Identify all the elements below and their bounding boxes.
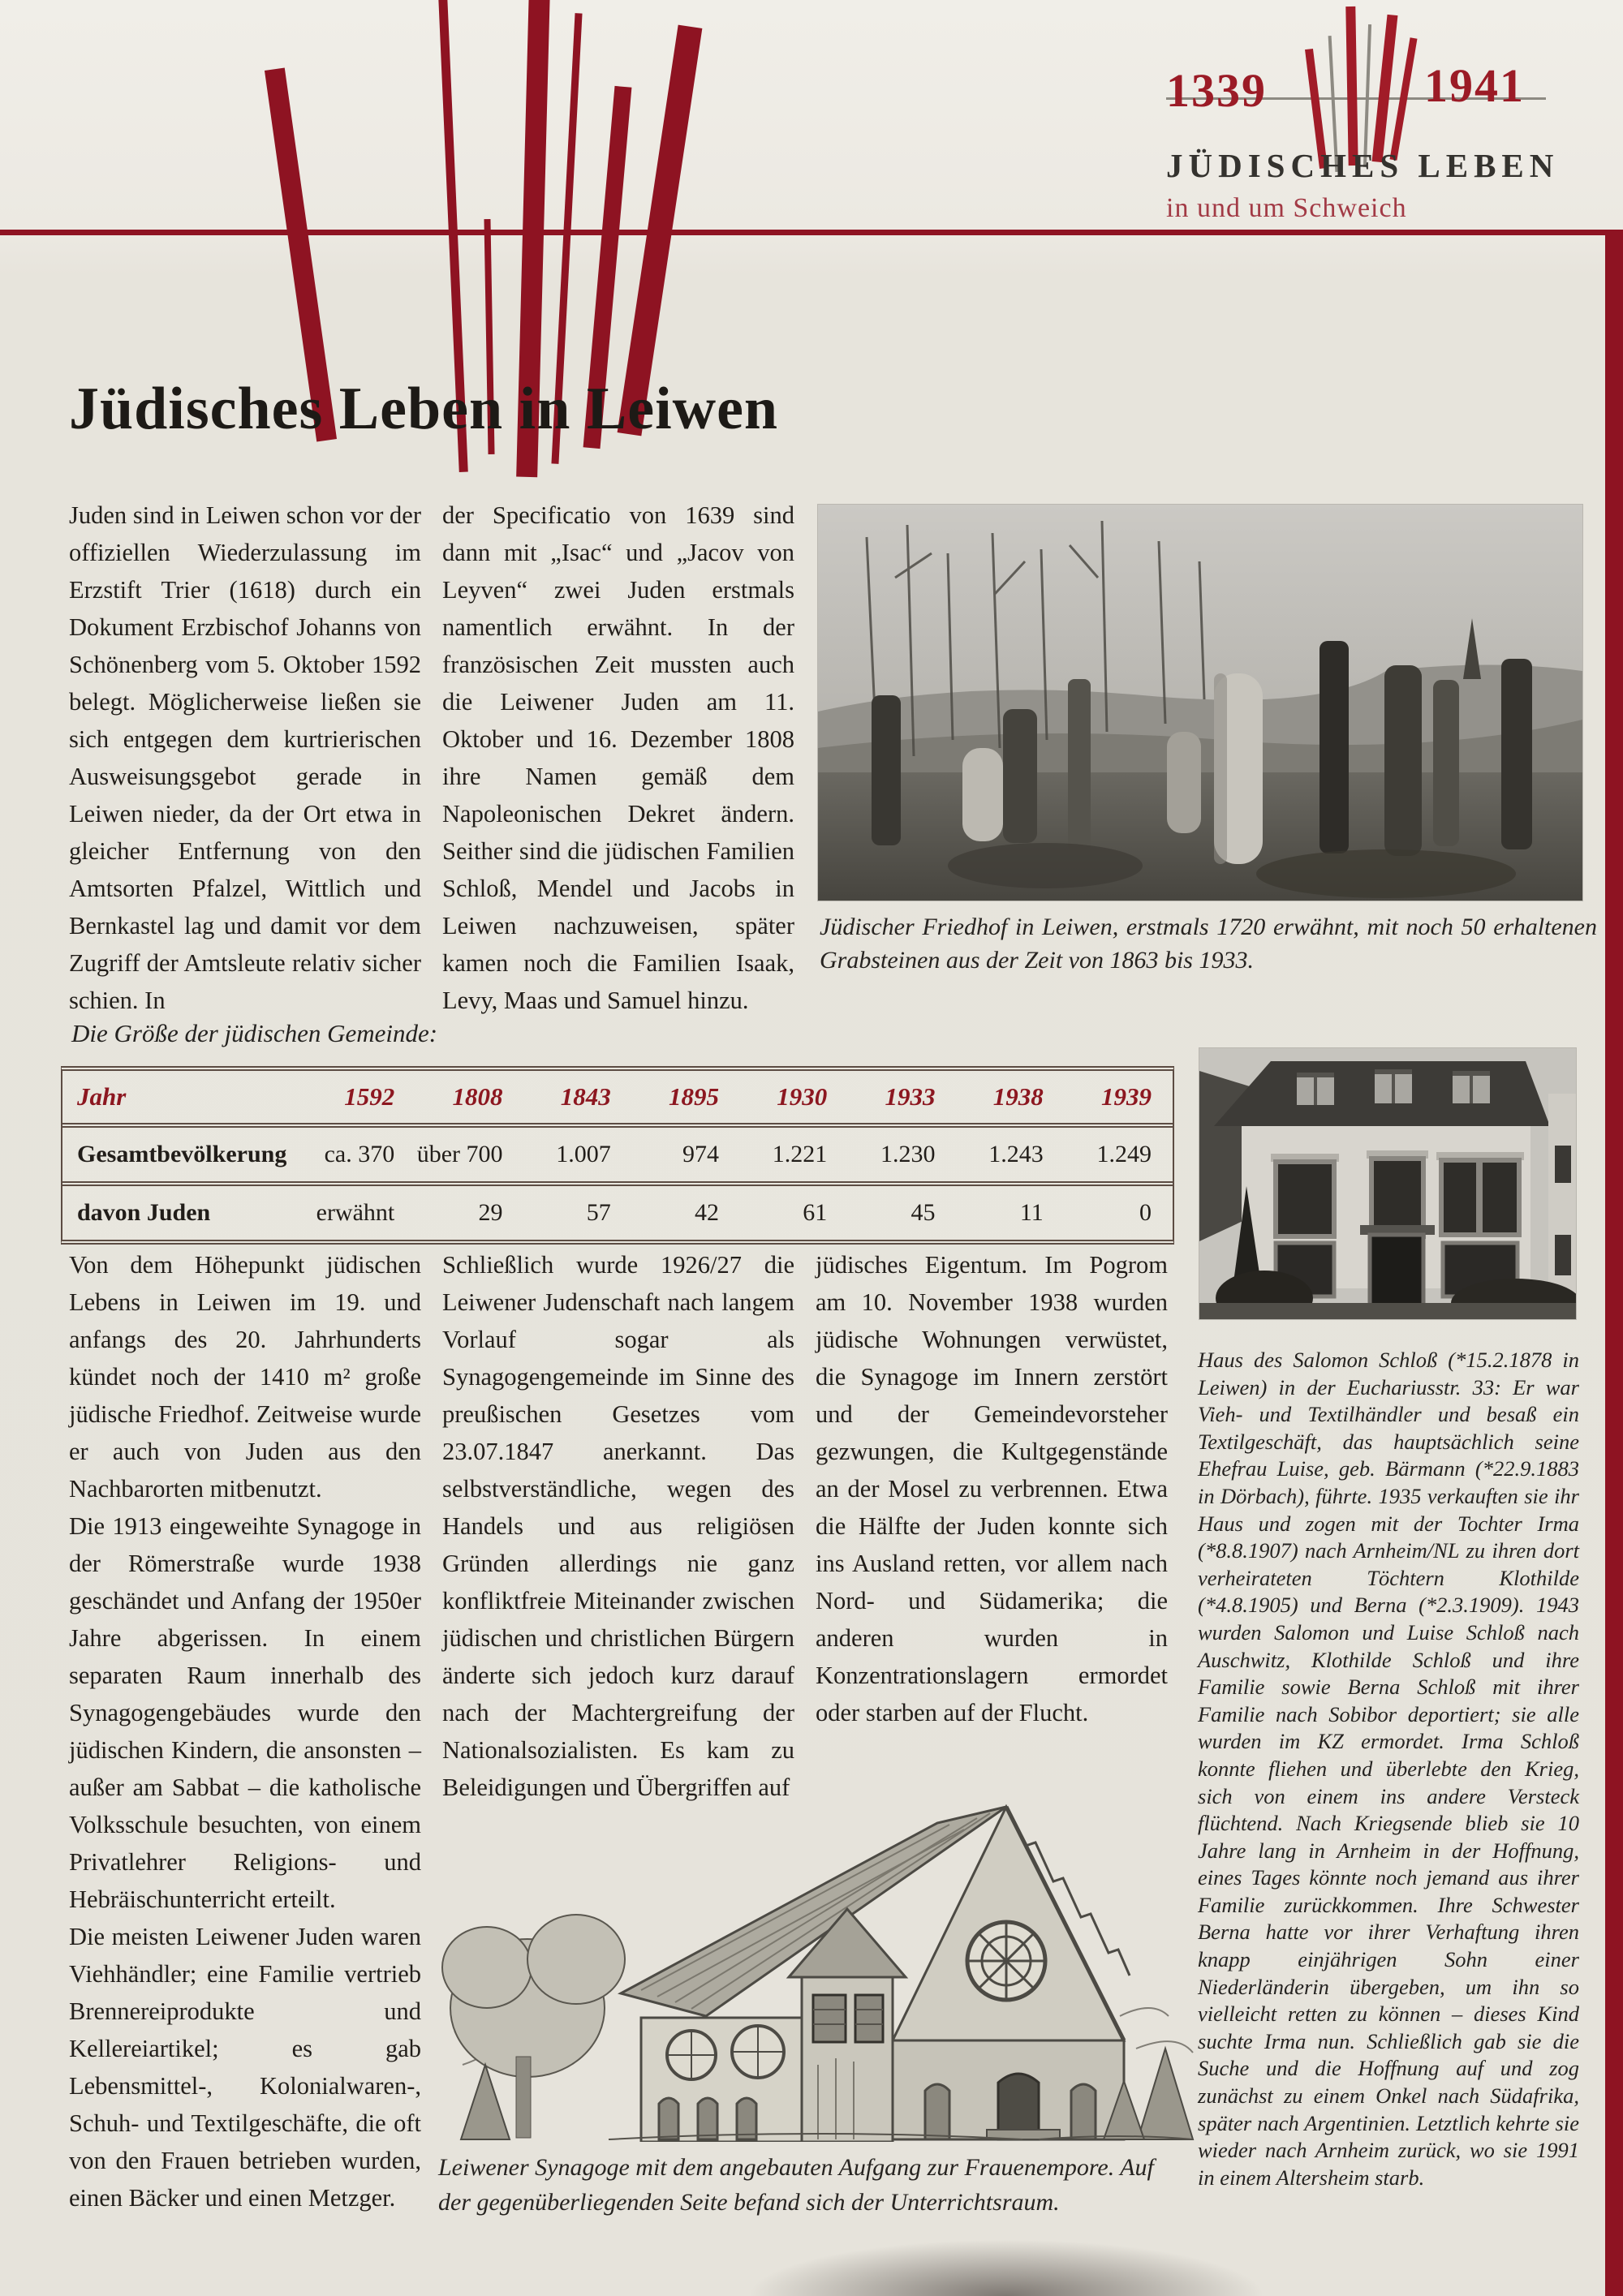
intro-column-1 xyxy=(69,497,421,1019)
cell: 1.249 xyxy=(1096,1141,1152,1167)
intro-column-2 xyxy=(442,497,794,1019)
synagogue-caption: Leiwener Synagoge mit dem angebauten Aufgang zur Frauenempore. Auf der gegenüberliegenden Seite befand sich der Unterrichtsraum. xyxy=(438,2154,1154,2216)
logo-subtitle: in und um Schweich xyxy=(1166,193,1407,223)
header-cell: 1895 xyxy=(669,1082,719,1111)
cell: 45 xyxy=(911,1199,936,1226)
cell: 42 xyxy=(695,1199,719,1226)
cell: 1.007 xyxy=(556,1141,611,1167)
header-cell: 1933 xyxy=(885,1082,936,1111)
body-column-2 xyxy=(442,1246,794,1806)
header-cell: 1939 xyxy=(1101,1082,1152,1111)
page-title: Jüdisches Leben in Leiwen xyxy=(69,376,779,442)
cell: ca. 370 xyxy=(324,1141,395,1167)
body-paragraph: Die 1913 eingeweihte Synagoge in der Römerstraße wurde 1938 geschändet und Anfang der 1950er Jahre abgerissen. In einem separaten Raum innerhalb des Synagogengebäudes wurde den jüdischen Kindern, die ansonsten – außer am Sabbat – die katholische Volksschule besuchten, von einem Privatlehrer Religions- und Hebräischunterricht erteilt. xyxy=(69,1512,421,1913)
header-cell: 1843 xyxy=(560,1082,611,1111)
body-column-1 xyxy=(69,1246,421,2216)
header-cell: 1938 xyxy=(992,1082,1044,1111)
cemetery-photo-graphic xyxy=(818,505,1582,901)
cell: 974 xyxy=(682,1141,719,1167)
header-cell: Jahr xyxy=(77,1082,127,1111)
logo-stripe xyxy=(1390,37,1418,160)
cell: 0 xyxy=(1139,1199,1152,1226)
row-label: Gesamtbevölkerung xyxy=(77,1141,287,1167)
project-logo xyxy=(1156,39,1619,223)
body-paragraph: Die meisten Leiwener Juden waren Viehhändler; eine Familie vertrieb Brennereiprodukte und Kellereiartikel; es gab Lebensmittel-, Kolonialwaren-, Schuh- und Textilgeschäfte, die oft von den Frauen betrieben wurden, einen Bäcker und einen Metzger. xyxy=(69,1923,421,2212)
cell: 1.243 xyxy=(988,1141,1044,1167)
table-row xyxy=(62,1181,1173,1240)
schloss-family-caption: Haus des Salomon Schloß (*15.2.1878 in Leiwen) in der Euchariusstr. 33: Er war Vieh- und Textilhändler und besaß ein Textilgeschäft, das hauptsächlich seine Ehefrau Luise, geb. Bärmann (*22.9.1883 in Dörbach), führte. 1935 verkauften sie ihr Haus und zogen mit der Tochter Irma (*8.8.1907) nach Arnheim/NL zu ihren dort verheirateten Töchtern Klothilde (*4.8.1905) und Berna (*2.3.1909). 1943 wurden Salomon und Luise Schloß nach Auschwitz, Klothilde Schloß und ihre Familie sowie Berna Schloß mit ihrer Familie nach Sobibor deportiert; sie alle wurden im KZ ermordet. Irma Schloß konnte fliehen und überlebte den Krieg, sich von einem ins andere Versteck flüchtend. Nach Kriegsende blieb sie 10 Jahre lang in Arnheim in der Hoffnung, eines Tages könnte noch jemand aus ihrer Familie zurückkommen. Ihre Schwester Berna hatte vor ihrer Verhaftung ihren knapp einjährigen Sohn einer Niederländerin übergeben, um ihn so vielleicht retten zu können – dieses Kind suchte Irma nun. Schließlich gab sie die Suche und die Hoffnung auf und zog zunächst zu einem Onkel nach Südafrika, später nach Argentinien. Letztlich kehrte sie wieder nach Arnheim zurück, wo sie 1991 in einem Altersheim starb. xyxy=(1198,1348,1579,2190)
photo-shadow-artifact xyxy=(747,2239,1266,2296)
synagogue-drawing xyxy=(438,1773,1201,2142)
cell: 29 xyxy=(478,1199,503,1226)
cell: 1.230 xyxy=(880,1141,936,1167)
logo-year-start: 1339 xyxy=(1166,64,1267,117)
intro-paragraph: Juden sind in Leiwen schon vor der offiziellen Wiederzulassung im Erzstift Trier (1618) durch ein Dokument Erzbischof Johanns von Schönenberg vom 5. Oktober 1592 belegt. Möglicherweise ließen sie sich entgegen dem kurtrierischen Ausweisungsgebot gerade in Leiwen nieder, da der Ort etwa in gleicher Entfernung von den Amtsorten Pfalzel, Wittlich und Bernkastel lag und damit vor dem Zugriff der Amtsleute relativ sicher schien. In xyxy=(69,501,421,1014)
cell: 1.221 xyxy=(772,1141,828,1167)
header-cell: 1930 xyxy=(777,1082,828,1111)
cemetery-photo xyxy=(818,505,1582,901)
cell: 57 xyxy=(586,1199,611,1226)
logo-title: JÜDISCHES LEBEN xyxy=(1166,147,1560,184)
logo-stripe xyxy=(1345,6,1358,166)
table-heading: Die Größe der jüdischen Gemeinde: xyxy=(71,1019,438,1047)
cemetery-caption: Jüdischer Friedhof in Leiwen, erstmals 1720 erwähnt, mit noch 50 erhaltenen Grabsteinen aus der Zeit von 1863 bis 1933. xyxy=(820,914,1597,974)
body-paragraph: jüdisches Eigentum. Im Pogrom am 10. November 1938 wurden jüdische Wohnungen verwüstet, die Synagoge im Innern zerstört und der Gemeindevorsteher gezwungen, die Kultgegenstände an der Mosel zu verbrennen. Etwa die Hälfte der Juden konnte sich ins Ausland retten, vor allem nach Nord- und Südamerika; die anderen wurden in Konzentrationslagern ermordet oder starben auf der Flucht. xyxy=(816,1251,1168,1726)
body-paragraph: Von dem Höhepunkt jüdischen Lebens in Leiwen im 19. und anfangs des 20. Jahrhunderts kündet noch der 1410 m² große jüdische Friedhof. Zeitweise wurde er auch von Juden aus den Nachbarorten mitbenutzt. xyxy=(69,1251,421,1503)
logo-year-end: 1941 xyxy=(1424,59,1525,112)
red-horizontal-rule xyxy=(0,230,1623,235)
table-row xyxy=(62,1123,1173,1181)
header-cell: 1808 xyxy=(452,1082,503,1111)
table-header-row xyxy=(62,1071,1173,1123)
synagogue-drawing-graphic xyxy=(438,1773,1201,2142)
cell: über 700 xyxy=(416,1141,503,1167)
cell: 11 xyxy=(1019,1199,1044,1226)
red-edge-band xyxy=(1605,230,1623,2296)
cell: 61 xyxy=(803,1199,828,1226)
cell: erwähnt xyxy=(316,1199,395,1226)
body-column-3 xyxy=(816,1246,1168,1731)
body-paragraph: Schließlich wurde 1926/27 die Leiwener Judenschaft nach langem Vorlauf sogar als Synagogengemeinde im Sinne des preußischen Gesetzes vom 23.07.1847 anerkannt. Das selbstverständliche, wegen des Handels und aus religiösen Gründen allerdings nie ganz konfliktfreie Miteinander zwischen jüdischen und christlichen Bürgern änderte sich jedoch kurz darauf nach der Machtergreifung der Nationalsozialisten. Es kam zu Beleidigungen und Übergriffen auf xyxy=(442,1251,794,1801)
intro-paragraph: der Specificatio von 1639 sind dann mit „Isac“ und „Jacov von Leyven“ zwei Juden erstmals namentlich erwähnt. In der französischen Zeit mussten auch die Leiwener Juden am 11. Oktober und 16. Dezember 1808 ihre Namen gemäß dem Napoleonischen Dekret ändern. Seither sind die jüdischen Familien Schloß, Mendel und Jacobs in Leiwen nachzuweisen, später kamen noch die Familien Isaak, Levy, Maas und Samuel hinzu. xyxy=(442,501,794,1014)
house-photo-graphic xyxy=(1199,1048,1576,1319)
community-size-table xyxy=(61,1066,1174,1245)
header-cell: 1592 xyxy=(344,1082,395,1111)
schloss-house-photo xyxy=(1199,1048,1576,1319)
row-label: davon Juden xyxy=(77,1199,211,1226)
